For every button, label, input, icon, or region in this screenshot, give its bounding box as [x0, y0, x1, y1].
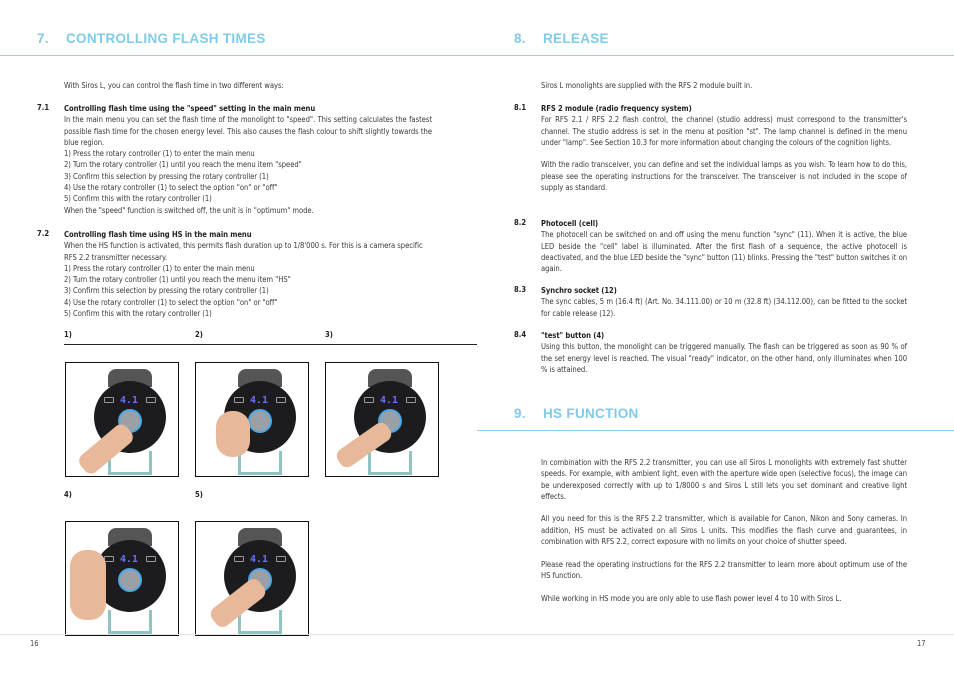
- section-8-3: [541, 285, 907, 319]
- section-title: Controlling flash time using HS in the main menu: [64, 230, 252, 239]
- step: 4) Use the rotary controller (1) to select the option "on" or "off": [64, 297, 278, 307]
- paragraph: While working in HS mode you are only able to use flash power level 4 to 10 with Siros L.: [541, 593, 842, 603]
- section-body: When the HS function is activated, this permits flash duration up to 1/8'000 s. For this is a camera specific RFS 2.2 transmitter necessary.: [64, 241, 423, 262]
- step: 3) Confirm this selection by pressing the rotary controller (1): [64, 171, 269, 181]
- paragraph: All you need for this is the RFS 2.2 transmitter, which is available for Canon, Nikon and Sony cameras. In addition, HS must be activated on all Siros L units. This modifies the flash curve and guarantees, in combination with RFS 2.2, correct exposure with no limits on your choice of shutter speed.: [541, 514, 907, 547]
- chapter-9-heading: 9. HS FUNCTION: [514, 406, 639, 421]
- step: 5) Confirm this with the rotary controller (1): [64, 194, 212, 204]
- photo-step-4: 4.1: [65, 521, 179, 636]
- section-number: 7.2: [37, 229, 50, 238]
- section-number: 7.1: [37, 103, 50, 112]
- step: 1) Press the rotary controller (1) to enter the main menu: [64, 149, 255, 159]
- section-title: "test" button (4): [541, 331, 605, 340]
- section-number: 8.2: [514, 218, 527, 227]
- paragraph: With the radio transceiver, you can define and set the individual lamps as you wish. To learn how to do this, please see the operating instructions for the transceiver. The transceiver is not included in the scope of supply as standard.: [541, 160, 907, 193]
- intro-text: With Siros L, you can control the flash time in two different ways:: [64, 81, 284, 90]
- photo-step-2: 4.1: [195, 362, 309, 477]
- paragraph: For RFS 2.1 / RFS 2.2 flash control, the channel (studio address) must correspond to the transmitter's channel. The studio address is set in the menu at position "st". The lamp channel is defined in the menu under "lamp". See Section 10.3 for more information about changing the colours of the cognition lights.: [541, 115, 907, 147]
- figure-label: 2): [195, 330, 203, 339]
- section-7-2: [64, 229, 434, 319]
- section-number: 8.1: [514, 103, 527, 112]
- paragraph: Using this button, the monolight can be triggered manually. The flash can be triggered as soon as 90 % of the set energy level is reached. The visual "ready" indicator, on the other hand, only illuminates when 100 % is attained.: [541, 342, 907, 374]
- section-title: Synchro socket (12): [541, 286, 617, 295]
- paragraph: In combination with the RFS 2.2 transmitter, you can use all Siros L monolights with extremely fast shutter speeds. For example, with ambient light, even with the aperture wide open (selective focus), the image can be underexposed correctly with up to 1/8000 s and Siros L still lets you set dominant and creative light effects.: [541, 458, 907, 501]
- step: 2) Turn the rotary controller (1) until you reach the menu item "speed": [64, 160, 302, 170]
- hs-function-text: [541, 457, 907, 604]
- paragraph: The photocell can be switched on and off using the menu function "sync" (11). When it is active, the blue LED beside the "cell" label is illuminated. After the first flash of a sequence, the active photocell is deactivated, and the blue LED beside the "sync" button (11) blinks. Pressing the "test" button switches it on again.: [541, 230, 907, 274]
- section-body: In the main menu you can set the flash time of the monolight to "speed". This setting calculates the fastest possible flash time for the chosen energy level. This also causes the flash colour to shift slightly towards the blue region.: [64, 115, 432, 147]
- section-note: When the "speed" function is switched off, the unit is in "optimum" mode.: [64, 205, 314, 215]
- section-number: 8.4: [514, 330, 527, 339]
- step: 2) Turn the rotary controller (1) until you reach the menu item "HS": [64, 275, 291, 285]
- section-8-2: [541, 218, 907, 274]
- section-7-1: [64, 103, 432, 216]
- section-title: RFS 2 module (radio frequency system): [541, 104, 692, 113]
- figure-rule: [64, 344, 477, 345]
- figure-label: 3): [325, 330, 333, 339]
- section-8-4: [541, 330, 907, 375]
- intro-text: Siros L monolights are supplied with the RFS 2 module built in.: [541, 81, 753, 90]
- section-number: 8.3: [514, 285, 527, 294]
- chapter-7-heading: 7. CONTROLLING FLASH TIMES: [37, 31, 266, 46]
- heading-rule: [477, 55, 954, 56]
- footer-rule: [0, 634, 954, 635]
- section-8-1: [541, 103, 907, 193]
- figure-label: 1): [64, 330, 72, 339]
- step: 1) Press the rotary controller (1) to enter the main menu: [64, 263, 255, 273]
- page-number: 16: [30, 639, 39, 648]
- paragraph: The sync cables, 5 m (16.4 ft) (Art. No. 34.111.00) or 10 m (32.8 ft) (34.112.00), can be fitted to the socket for cable release (12).: [541, 297, 907, 318]
- step: 3) Confirm this selection by pressing the rotary controller (1): [64, 286, 269, 296]
- step: 4) Use the rotary controller (1) to select the option "on" or "off": [64, 183, 278, 193]
- paragraph: Please read the operating instructions for the RFS 2.2 transmitter to learn more about optimum use of the HS function.: [541, 559, 907, 580]
- photo-step-5: 4.1: [195, 521, 309, 636]
- step: 5) Confirm this with the rotary controller (1): [64, 309, 212, 319]
- heading-rule: [0, 55, 477, 56]
- page-number: 17: [917, 639, 926, 648]
- section-title: Controlling flash time using the "speed" setting in the main menu: [64, 104, 316, 113]
- figure-label: 5): [195, 490, 203, 499]
- section-title: Photocell (cell): [541, 219, 599, 228]
- photo-step-1: 4.1: [65, 362, 179, 477]
- chapter-8-heading: 8. RELEASE: [514, 31, 609, 46]
- figure-label: 4): [64, 490, 72, 499]
- photo-step-3: 4.1: [325, 362, 439, 477]
- heading-rule: [477, 430, 954, 431]
